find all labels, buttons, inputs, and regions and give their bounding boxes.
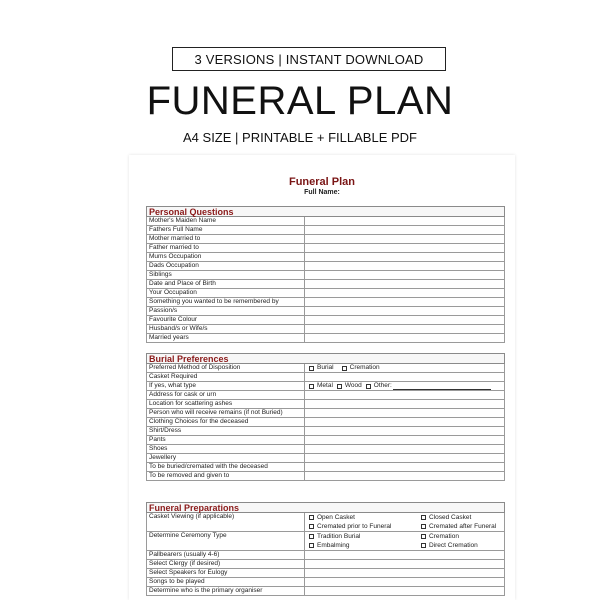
table-row [146,262,505,271]
table-row [146,391,505,400]
row-value[interactable] [305,253,504,261]
table-row [146,334,505,343]
row-value[interactable] [305,436,504,444]
table-row [146,436,505,445]
row-value[interactable] [305,472,504,480]
row-value[interactable] [305,569,504,577]
document-title: Funeral Plan [288,176,356,188]
section-heading: Funeral Preparations [146,502,505,513]
burial-preferences-section [146,353,505,481]
row-value[interactable] [305,560,504,568]
row-label: Shoes [147,445,305,453]
row-value[interactable] [305,445,504,453]
option-closed-casket[interactable]: Closed Casket [421,513,504,522]
checkbox-icon[interactable] [309,384,314,389]
row-value[interactable] [305,280,504,288]
row-value[interactable] [305,298,504,306]
row-label: Siblings [147,271,305,279]
full-name-label: Full Name: [304,189,340,196]
row-value[interactable] [305,262,504,270]
row-label: Songs to be played [147,578,305,586]
row-value[interactable] [305,391,504,399]
row-label: Favourite Colour [147,316,305,324]
table-row [146,587,505,596]
row-label: Casket Required [147,373,305,381]
row-label: To be removed and given to [147,472,305,480]
row-label: Select Clergy (if desired) [147,560,305,568]
checkbox-icon[interactable] [309,543,314,548]
row-label: To be buried/cremated with the deceased [147,463,305,471]
table-row [146,253,505,262]
row-value[interactable] [305,235,504,243]
row-label: Determine who is the primary organiser [147,587,305,595]
table-row [146,307,505,316]
table-row [146,280,505,289]
table-row [146,289,505,298]
checkbox-icon[interactable] [337,384,342,389]
personal-questions-section [146,206,505,343]
option-metal[interactable]: Metal [309,382,333,390]
table-row [146,418,505,427]
table-row [146,217,505,226]
row-label: Address for cask or urn [147,391,305,399]
section-heading: Personal Questions [146,206,505,217]
row-value[interactable] [305,427,504,435]
section-heading: Burial Preferences [146,353,505,364]
row-label: Mums Occupation [147,253,305,261]
checkbox-icon[interactable] [309,366,314,371]
row-value[interactable] [305,454,504,462]
row-label: Select Speakers for Eulogy [147,569,305,577]
row-label: Mother's Maiden Name [147,217,305,225]
funeral-preparations-section [146,502,505,596]
checkbox-icon[interactable] [309,534,314,539]
row-label: Passion/s [147,307,305,315]
option-cremated-after[interactable]: Cremated after Funeral [421,522,504,531]
row-label: Married years [147,334,305,342]
table-row [146,472,505,481]
table-row [146,560,505,569]
row-label: Clothing Choices for the deceased [147,418,305,426]
table-row [146,364,505,373]
row-label: Fathers Full Name [147,226,305,234]
checkbox-icon[interactable] [421,534,426,539]
row-label: Date and Place of Birth [147,280,305,288]
table-row [146,427,505,436]
option-other[interactable]: Other: [366,382,491,390]
option-cremated-prior[interactable]: Cremated prior to Funeral [309,522,413,531]
option-cremation[interactable]: Cremation [421,532,504,541]
page-title: FUNERAL PLAN [146,79,454,123]
other-text-line[interactable] [393,383,491,390]
table-row [146,569,505,578]
row-label: Something you wanted to be remembered by [147,298,305,306]
option-tradition-burial[interactable]: Tradition Burial [309,532,413,541]
ceremony-options [305,532,504,550]
row-value[interactable] [305,400,504,408]
checkbox-icon[interactable] [309,524,314,529]
table-row [146,235,505,244]
row-value[interactable] [305,226,504,234]
checkbox-icon[interactable] [421,515,426,520]
row-value[interactable] [305,578,504,586]
casket-type-options [305,382,504,390]
table-row [146,445,505,454]
option-open-casket[interactable]: Open Casket [309,513,413,522]
table-row [146,454,505,463]
checkbox-icon[interactable] [366,384,371,389]
versions-badge: 3 VERSIONS | INSTANT DOWNLOAD [172,47,446,71]
row-value[interactable] [305,587,504,595]
row-label: Jewellery [147,454,305,462]
row-value[interactable] [305,289,504,297]
row-value[interactable] [305,409,504,417]
table-row [146,316,505,325]
row-label: Preferred Method of Disposition [147,364,305,372]
option-cremation[interactable]: Cremation [342,364,380,372]
row-value[interactable] [305,373,504,381]
checkbox-icon[interactable] [421,543,426,548]
checkbox-icon[interactable] [342,366,347,371]
table-row [146,400,505,409]
row-value[interactable] [305,307,504,315]
row-value[interactable] [305,316,504,324]
table-row [146,382,505,391]
row-label: Person who will receive remains (if not Buried) [147,409,305,417]
row-label: Father married to [147,244,305,252]
row-label: Your Occupation [147,289,305,297]
row-label: Husband/s or Wife/s [147,325,305,333]
row-value[interactable] [305,271,504,279]
table-row [146,325,505,334]
page-subtitle: A4 SIZE | PRINTABLE + FILLABLE PDF [183,130,417,145]
table-row [146,532,505,551]
row-value[interactable] [305,217,504,225]
checkbox-icon[interactable] [421,524,426,529]
table-row [146,409,505,418]
row-value[interactable] [305,325,504,333]
table-row [146,226,505,235]
row-value[interactable] [305,463,504,471]
option-wood[interactable]: Wood [337,382,362,390]
table-row [146,463,505,472]
row-value[interactable] [305,551,504,559]
table-row [146,578,505,587]
row-label: Mother married to [147,235,305,243]
table-row [146,298,505,307]
option-burial[interactable]: Burial [309,364,334,372]
checkbox-icon[interactable] [309,515,314,520]
row-label: Shirt/Dress [147,427,305,435]
row-label: Pants [147,436,305,444]
document-preview [129,155,515,600]
row-value[interactable] [305,418,504,426]
row-label: Dads Occupation [147,262,305,270]
row-value[interactable] [305,244,504,252]
table-row [146,513,505,532]
row-label: Determine Ceremony Type [147,532,305,550]
table-row [146,373,505,382]
option-embalming[interactable]: Embalming [309,541,413,550]
viewing-options [305,513,504,531]
disposition-options [305,364,504,372]
row-value[interactable] [305,334,504,342]
table-row [146,271,505,280]
table-row [146,551,505,560]
table-row [146,244,505,253]
row-label: Location for scattering ashes [147,400,305,408]
row-label: If yes, what type [147,382,305,390]
option-direct-cremation[interactable]: Direct Cremation [421,541,504,550]
row-label: Pallbearers (usually 4-6) [147,551,305,559]
row-label: Casket Viewing (if applicable) [147,513,305,531]
